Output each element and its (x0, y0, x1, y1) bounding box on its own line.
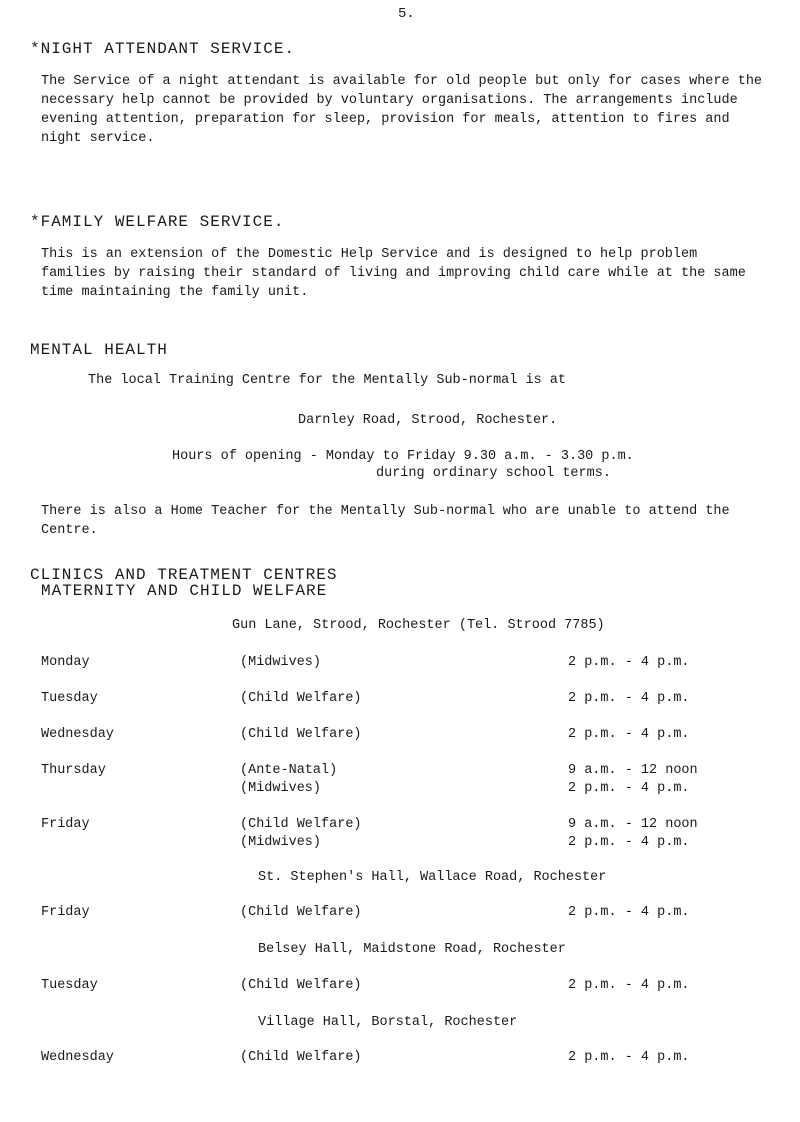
schedule-day: Thursday (41, 763, 106, 778)
night-attendant-heading: *NIGHT ATTENDANT SERVICE. (30, 40, 296, 58)
schedule-time: 2 p.m. - 4 p.m. (568, 691, 690, 706)
schedule-service: (Child Welfare) (240, 905, 362, 920)
schedule-time: 2 p.m. - 4 p.m. (568, 905, 690, 920)
schedule-day: Friday (41, 905, 90, 920)
opening-hours-terms: during ordinary school terms. (376, 466, 611, 481)
gun-lane-location: Gun Lane, Strood, Rochester (Tel. Strood 7785) (232, 618, 605, 633)
schedule-time: 2 p.m. - 4 p.m. (568, 655, 690, 670)
schedule-service: (Child Welfare) (240, 978, 362, 993)
schedule-day: Friday (41, 817, 90, 832)
night-attendant-paragraph: The Service of a night attendant is available for old people but only for cases where the necessary help cannot be provided by voluntary organisations. The arrangements include evening attention, preparation for sleep, provision for meals, attention to fires and night service. (41, 74, 763, 146)
belsey-hall-location: Belsey Hall, Maidstone Road, Rochester (258, 942, 566, 957)
home-teacher-paragraph: There is also a Home Teacher for the Mentally Sub-normal who are unable to attend the Centre. (41, 504, 730, 538)
page-number: 5. (398, 6, 415, 22)
schedule-time: 9 a.m. - 12 noon (568, 763, 698, 778)
schedule-service: (Child Welfare) (240, 691, 362, 706)
schedule-service: (Midwives) (240, 835, 322, 850)
schedule-time: 2 p.m. - 4 p.m. (568, 1050, 690, 1065)
schedule-time: 2 p.m. - 4 p.m. (568, 978, 690, 993)
maternity-heading: MATERNITY AND CHILD WELFARE (41, 582, 328, 600)
clinics-heading: CLINICS AND TREATMENT CENTRES (30, 566, 338, 584)
opening-hours: Hours of opening - Monday to Friday 9.30 a.m. - 3.30 p.m. (172, 449, 634, 464)
training-centre-text: The local Training Centre for the Mentally Sub-normal is at (88, 373, 566, 388)
st-stephens-location: St. Stephen's Hall, Wallace Road, Rochester (258, 870, 607, 885)
schedule-day: Wednesday (41, 727, 114, 742)
mental-health-heading: MENTAL HEALTH (30, 341, 168, 359)
family-welfare-paragraph: This is an extension of the Domestic Help Service and is designed to help problem families by raising their standard of living and improving child care while at the same time maintaining the family unit. (41, 247, 746, 300)
schedule-day: Tuesday (41, 691, 98, 706)
schedule-service: (Midwives) (240, 655, 322, 670)
family-welfare-heading: *FAMILY WELFARE SERVICE. (30, 213, 285, 231)
schedule-service: (Ante-Natal) (240, 763, 338, 778)
schedule-time: 2 p.m. - 4 p.m. (568, 781, 690, 796)
schedule-service: (Child Welfare) (240, 727, 362, 742)
schedule-day: Monday (41, 655, 90, 670)
village-hall-location: Village Hall, Borstal, Rochester (258, 1015, 518, 1030)
schedule-time: 9 a.m. - 12 noon (568, 817, 698, 832)
schedule-time: 2 p.m. - 4 p.m. (568, 835, 690, 850)
schedule-day: Wednesday (41, 1050, 114, 1065)
schedule-service: (Child Welfare) (240, 817, 362, 832)
schedule-time: 2 p.m. - 4 p.m. (568, 727, 690, 742)
schedule-service: (Child Welfare) (240, 1050, 362, 1065)
schedule-service: (Midwives) (240, 781, 322, 796)
training-centre-address: Darnley Road, Strood, Rochester. (298, 413, 558, 428)
schedule-day: Tuesday (41, 978, 98, 993)
